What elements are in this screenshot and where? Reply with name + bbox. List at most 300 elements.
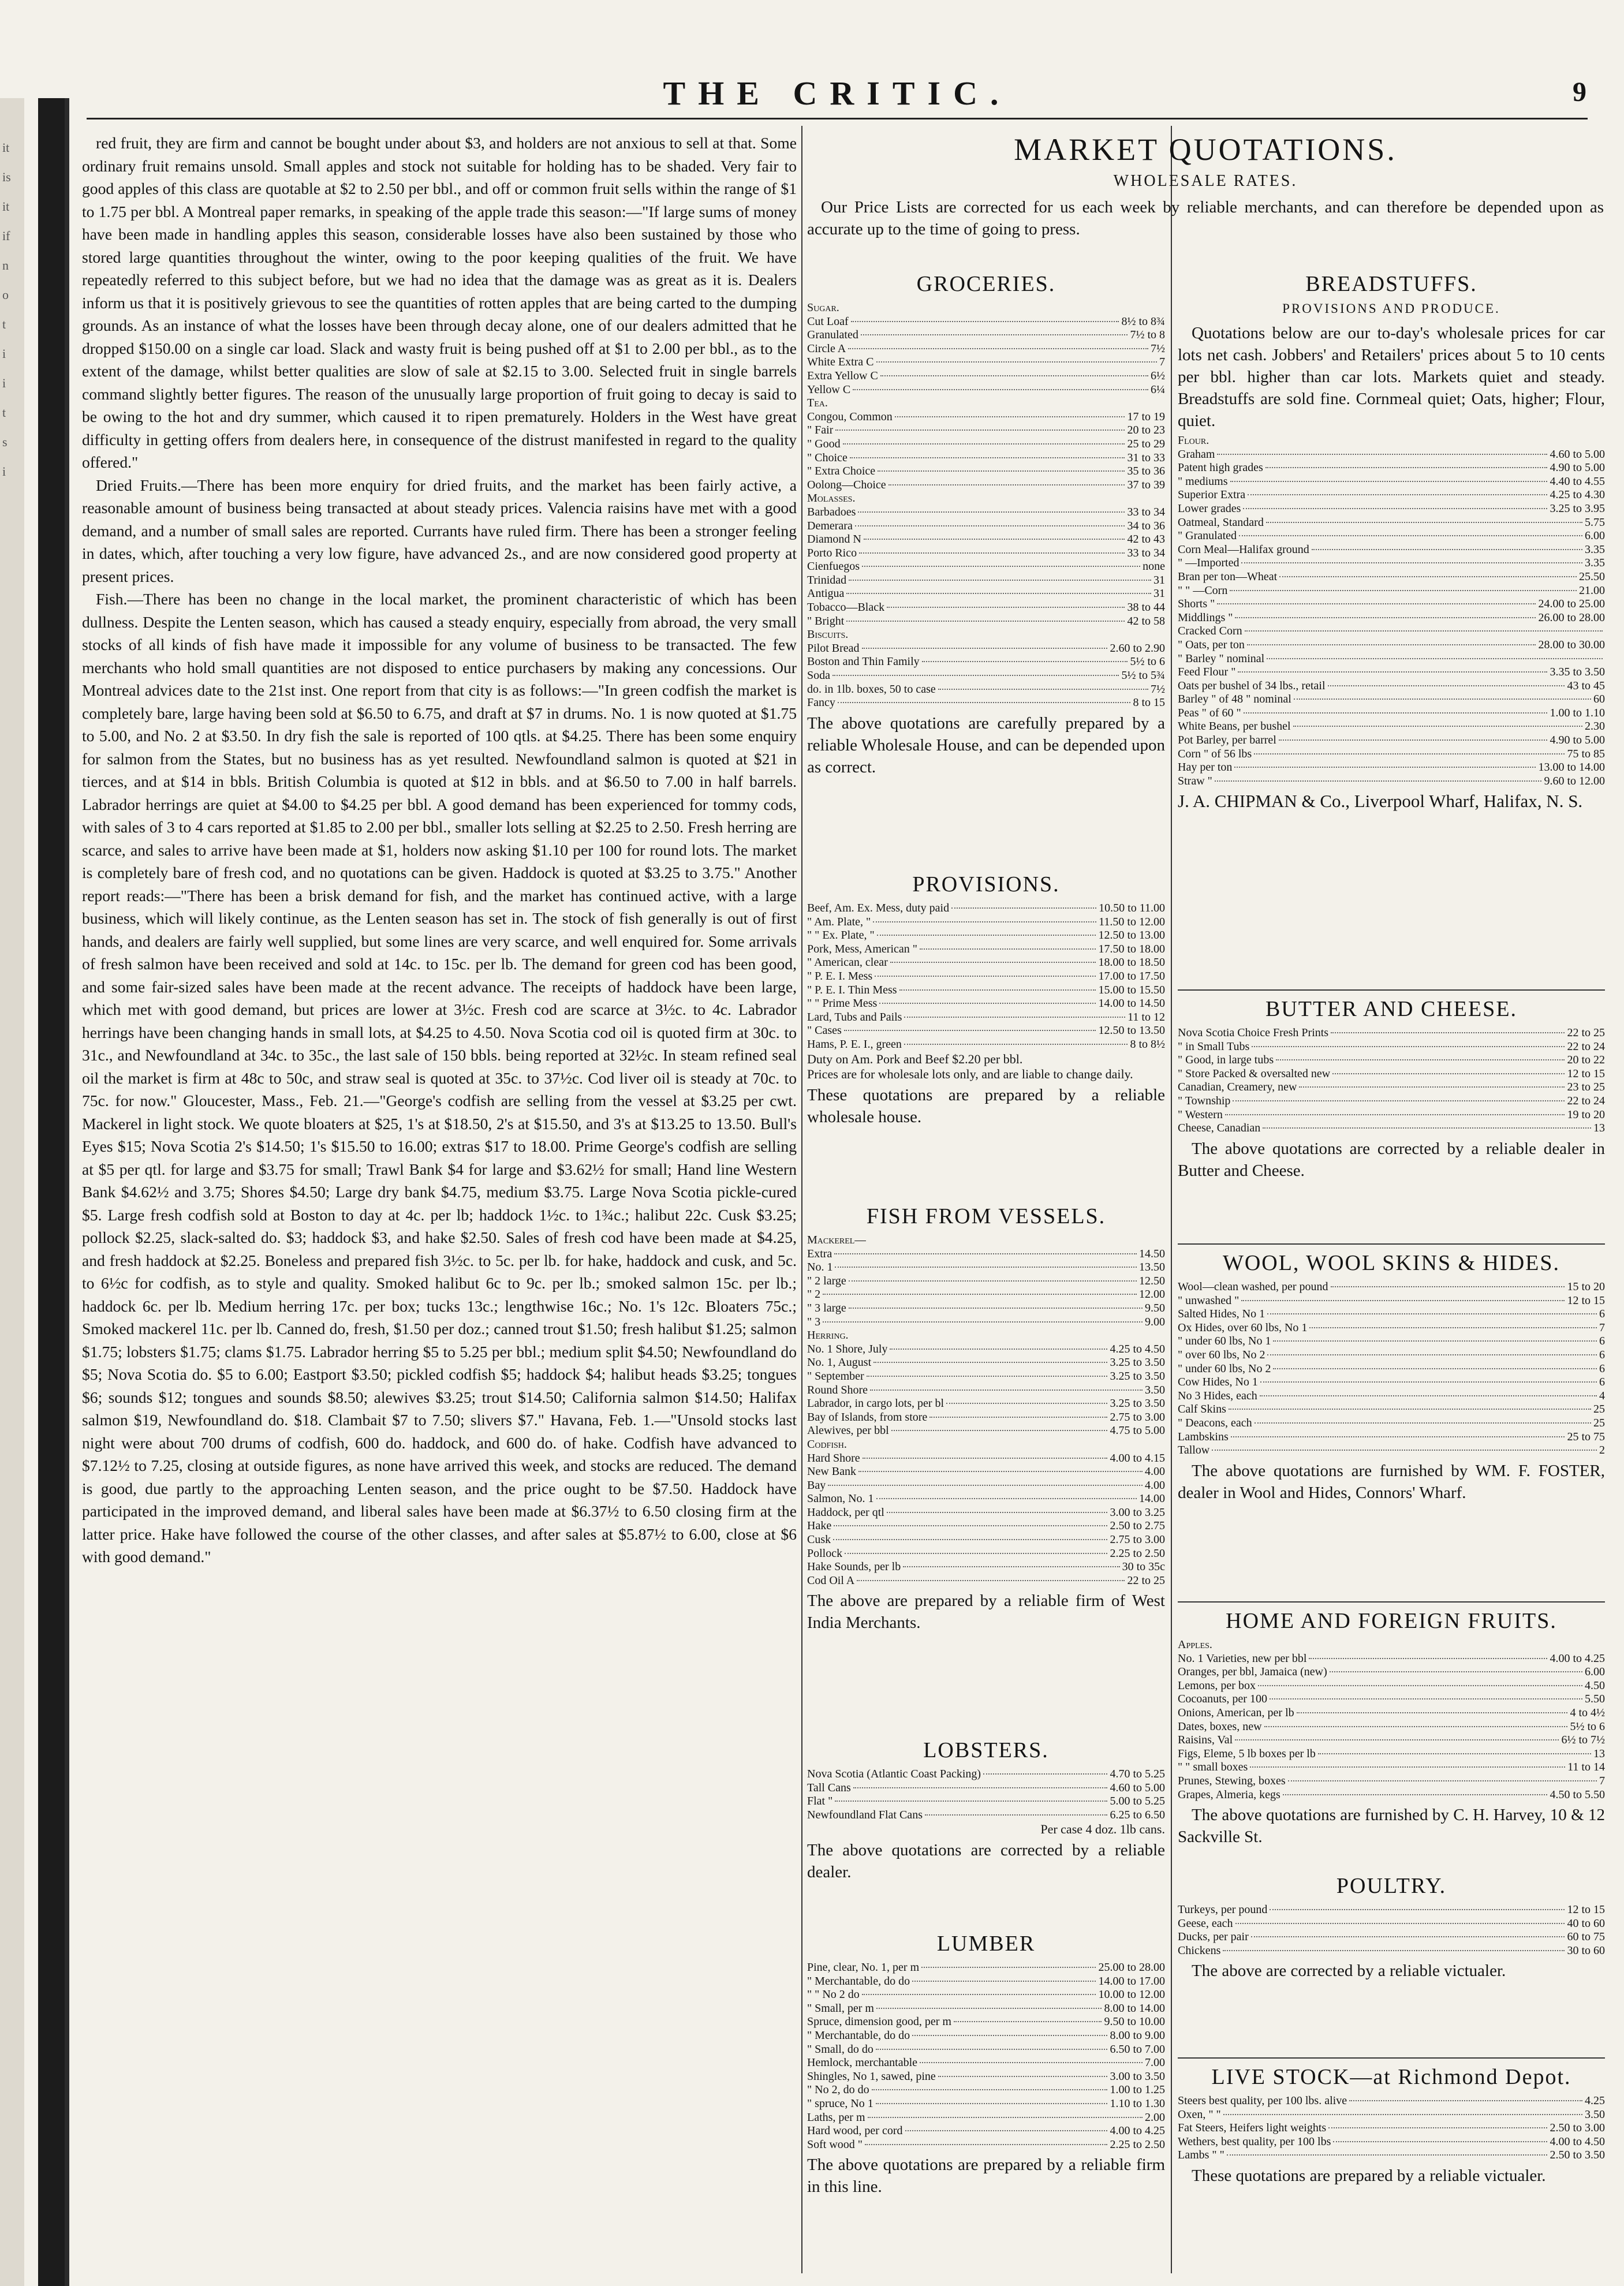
price-value: 25 <box>1593 1416 1605 1429</box>
price-value: 25 to 29 <box>1127 437 1165 450</box>
price-row <box>807 1024 1165 1038</box>
price-label: " Cases <box>807 1024 842 1037</box>
price-row <box>1178 1362 1605 1376</box>
price-label: Lower grades <box>1178 502 1241 515</box>
butter-table <box>1178 1026 1605 1135</box>
price-label: Wool—clean washed, per pound <box>1178 1280 1328 1293</box>
dot-leader <box>1265 467 1548 468</box>
price-label: Pine, clear, No. 1, per m <box>807 1961 920 1974</box>
breadstuffs-section <box>1178 271 1605 815</box>
price-value: 6.00 <box>1585 1665 1605 1679</box>
price-row <box>1178 448 1605 462</box>
price-label: Yellow C <box>807 383 851 396</box>
dot-leader <box>875 976 1096 977</box>
price-value: 4.25 to 4.30 <box>1550 488 1605 502</box>
price-value: 31 to 33 <box>1127 451 1165 464</box>
dot-leader <box>1248 494 1547 495</box>
price-row <box>1178 529 1605 543</box>
price-value: 3.25 to 3.50 <box>1110 1356 1165 1369</box>
price-label: Cienfuegos <box>807 560 860 573</box>
price-value: 2.60 to 2.90 <box>1110 641 1165 655</box>
dot-leader <box>844 1030 1096 1031</box>
price-label: Hake Sounds, per lb <box>807 1560 901 1574</box>
price-row <box>1178 1026 1605 1040</box>
price-row <box>1178 461 1605 475</box>
dot-leader <box>876 2049 1108 2050</box>
price-row <box>1178 679 1605 693</box>
price-label: Straw " <box>1178 774 1212 787</box>
price-label: Soft wood " <box>807 2138 863 2151</box>
dot-leader <box>876 1498 1137 1499</box>
price-value: 4.00 <box>1145 1465 1165 1478</box>
dot-leader <box>1266 522 1582 523</box>
lumber-note: The above quotations are prepared by a reliable firm in this line. <box>807 2156 1165 2197</box>
lumber-title: LUMBER <box>936 1932 1036 1956</box>
price-value: 33 to 34 <box>1127 505 1165 518</box>
price-row <box>1178 1054 1605 1067</box>
price-value: 4.00 to 4.25 <box>1110 2124 1165 2138</box>
price-row <box>807 2029 1165 2043</box>
page-header <box>87 74 1588 119</box>
price-label: Chickens <box>1178 1944 1221 1957</box>
price-label: No. 1 Varieties, new per bbl <box>1178 1652 1307 1665</box>
price-row <box>1178 1788 1605 1802</box>
dot-leader <box>1241 562 1582 563</box>
lumber-table <box>807 1961 1165 2151</box>
price-value: 5½ to 5¾ <box>1121 669 1165 682</box>
price-value: 7 <box>1159 356 1165 369</box>
price-row <box>807 1479 1165 1493</box>
price-value: 11.50 to 12.00 <box>1099 915 1165 928</box>
dot-leader <box>864 539 1125 540</box>
price-value: 26.00 to 28.00 <box>1538 611 1605 624</box>
price-value: 3.00 to 3.50 <box>1110 2070 1165 2083</box>
price-value: 3.50 <box>1145 1383 1165 1396</box>
price-label: Extra <box>807 1247 832 1260</box>
price-row <box>807 1547 1165 1561</box>
price-label: Lambskins <box>1178 1430 1229 1443</box>
price-row <box>807 328 1165 342</box>
price-label: Spruce, dimension good, per m <box>807 2015 951 2029</box>
price-row <box>1178 502 1605 516</box>
price-value: 4.90 to 5.00 <box>1550 461 1605 475</box>
price-label: " P. E. I. Thin Mess <box>807 983 897 996</box>
price-value: 2.75 to 3.00 <box>1110 1410 1165 1424</box>
price-row <box>807 669 1165 683</box>
price-row <box>807 587 1165 601</box>
price-value: 4.70 to 5.25 <box>1110 1768 1165 1780</box>
edge-mark: i <box>2 464 6 479</box>
dot-leader <box>1241 1300 1565 1301</box>
price-label: Cusk <box>807 1533 831 1547</box>
dot-leader <box>1331 1032 1565 1033</box>
price-value: 4.00 to 4.25 <box>1550 1652 1605 1665</box>
price-row <box>807 1329 1165 1343</box>
edge-mark: it <box>2 140 10 155</box>
dot-leader <box>1260 1395 1597 1396</box>
price-value: 14.50 <box>1139 1247 1165 1260</box>
price-value: 10.00 to 12.00 <box>1098 1988 1165 2001</box>
provisions-liable: Prices are for wholesale lots only, and are liable to change daily. <box>807 1066 1133 1081</box>
dot-leader <box>1330 1671 1582 1672</box>
price-value: 11 to 14 <box>1567 1761 1605 1774</box>
price-label: Laths, per m <box>807 2111 865 2124</box>
price-value: 7½ <box>1151 682 1165 696</box>
price-label: " Merchantable, do do <box>807 1974 910 1988</box>
butter-rule <box>1178 989 1605 991</box>
price-label: " Merchantable, do do <box>807 2029 910 2042</box>
price-value: 2.25 to 2.50 <box>1110 2138 1165 2151</box>
price-label: Cut Loaf <box>807 315 849 328</box>
dot-leader <box>1263 1127 1591 1129</box>
price-label: Molasses. <box>807 492 856 505</box>
price-label: " Deacons, each <box>1178 1416 1252 1429</box>
price-value: 7.00 <box>1145 2056 1165 2070</box>
price-row <box>1178 1652 1605 1666</box>
price-row <box>807 410 1165 424</box>
dot-leader <box>1270 1909 1565 1910</box>
price-label: Onions, American, per lb <box>1178 1706 1294 1719</box>
price-value: 43 to 45 <box>1567 679 1605 692</box>
dot-leader <box>905 2130 1108 2131</box>
dot-leader <box>835 1267 1137 1268</box>
price-row <box>1178 1944 1605 1958</box>
price-row <box>807 1452 1165 1466</box>
dot-leader <box>828 1485 1143 1486</box>
price-row <box>807 984 1165 998</box>
price-label: " Western <box>1178 1108 1223 1121</box>
dot-leader <box>853 389 1148 390</box>
price-label: Fancy <box>807 696 835 709</box>
price-row <box>1178 666 1605 679</box>
dot-leader <box>1247 644 1536 645</box>
price-label: Pork, Mess, American " <box>807 942 917 955</box>
lobsters-per-case: Per case 4 doz. 1lb cans. <box>1040 1822 1165 1837</box>
price-label: " Barley " nominal <box>1178 652 1265 665</box>
livestock-note: These quotations are prepared by a reliable victualer. <box>1192 2166 1546 2185</box>
dot-leader <box>922 661 1128 662</box>
price-value: 4.60 to 5.00 <box>1110 1781 1165 1794</box>
dot-leader <box>899 989 1096 991</box>
price-row <box>807 1988 1165 2002</box>
price-value: 2.50 to 3.00 <box>1550 2121 1605 2135</box>
price-row <box>807 1370 1165 1384</box>
price-row <box>1178 611 1605 625</box>
price-label: Oatmeal, Standard <box>1178 516 1264 529</box>
price-row <box>807 342 1165 356</box>
price-value: 2 <box>1599 1444 1605 1457</box>
price-value: 30 to 35c <box>1122 1560 1165 1574</box>
price-value: 18.00 to 18.50 <box>1098 956 1165 969</box>
price-row <box>807 1961 1165 1975</box>
price-value: 20 to 23 <box>1127 424 1165 437</box>
fish-title: FISH FROM VESSELS. <box>866 1204 1106 1228</box>
price-label: " " small boxes <box>1178 1761 1248 1774</box>
price-value: 3.25 to 3.50 <box>1110 1369 1165 1383</box>
price-row <box>807 1343 1165 1357</box>
price-row <box>807 1234 1165 1247</box>
breadstuffs-dealer: J. A. CHIPMAN & Co., Liverpool Wharf, Halifax, N. S. <box>1178 791 1583 812</box>
edge-mark: t <box>2 405 6 420</box>
price-value: 6½ <box>1151 369 1165 382</box>
price-label: " Choice <box>807 451 848 464</box>
price-row <box>807 683 1165 697</box>
price-value: 4 <box>1599 1389 1605 1402</box>
price-label: Barbadoes <box>807 505 856 518</box>
price-value: 14.00 to 14.50 <box>1098 997 1165 1010</box>
poultry-section <box>1178 1873 1605 1984</box>
price-label: Oats per bushel of 34 lbs., retail <box>1178 679 1326 692</box>
dot-leader <box>859 552 1125 554</box>
dot-leader <box>1223 1950 1565 1951</box>
price-value: 2.75 to 3.00 <box>1110 1533 1165 1547</box>
price-label: " in Small Tubs <box>1178 1040 1250 1053</box>
price-label: No. 1 <box>807 1261 833 1274</box>
dot-leader <box>887 1512 1108 1513</box>
price-value: 4.25 <box>1585 2094 1605 2107</box>
price-row <box>807 438 1165 451</box>
price-value: 6¼ <box>1151 383 1165 396</box>
price-value: 6 <box>1599 1308 1605 1321</box>
price-row <box>807 2070 1165 2084</box>
price-value: 20 to 22 <box>1567 1054 1605 1067</box>
price-value: 22 to 24 <box>1567 1040 1605 1053</box>
price-label: Extra Yellow C <box>807 369 878 382</box>
dot-leader <box>912 2035 1107 2036</box>
dot-leader <box>1245 630 1603 632</box>
price-row <box>1178 1775 1605 1788</box>
price-value: none <box>1143 560 1165 573</box>
dot-leader <box>823 1294 1137 1295</box>
price-row <box>807 655 1165 669</box>
price-label: Pollock <box>807 1547 843 1560</box>
dot-leader <box>1252 1046 1565 1047</box>
price-row <box>807 1424 1165 1438</box>
poultry-table <box>1178 1903 1605 1958</box>
price-row <box>1178 1040 1605 1054</box>
dot-leader <box>954 2021 1102 2022</box>
price-label: " under 60 lbs, No 1 <box>1178 1335 1271 1348</box>
price-row <box>807 1261 1165 1275</box>
price-label: Oranges, per bbl, Jamaica (new) <box>1178 1665 1327 1679</box>
price-row <box>1178 2121 1605 2135</box>
dot-leader <box>1309 1658 1547 1659</box>
market-subtitle: WHOLESALE RATES. <box>1113 172 1298 190</box>
dot-leader <box>878 470 1125 472</box>
edge-mark: i <box>2 346 6 361</box>
price-row <box>807 397 1165 410</box>
price-row <box>807 1011 1165 1025</box>
price-value: 75 to 85 <box>1567 747 1605 760</box>
dot-leader <box>833 1539 1107 1540</box>
price-label: Flour. <box>1178 434 1209 447</box>
price-label: " American, clear <box>807 956 888 969</box>
price-value: 37 to 39 <box>1127 478 1165 491</box>
price-label: " —Imported <box>1178 556 1240 570</box>
price-row <box>807 547 1165 561</box>
dot-leader <box>849 580 1151 581</box>
breadstuffs-intro: Quotations below are our to-day's wholesale prices for car lots net cash. Jobbers' and Retailers' prices about 5 to 10 cents per bbl. higher than car lots. Markets quiet and steady. Breadstuffs are sold fine. Cornmeal quiet; Oats, higher; Flour, quiet. <box>1178 324 1605 430</box>
wool-table <box>1178 1280 1605 1458</box>
dot-leader <box>850 457 1125 458</box>
price-value: 60 <box>1593 693 1605 706</box>
price-value: 4 to 4½ <box>1570 1706 1605 1719</box>
price-label: Biscuits. <box>807 628 849 641</box>
price-row <box>1178 2108 1605 2122</box>
groceries-title: GROCERIES. <box>916 272 1056 296</box>
price-row <box>807 1465 1165 1479</box>
price-row <box>1178 1444 1605 1458</box>
price-label: Prunes, Stewing, boxes <box>1178 1774 1286 1787</box>
price-row <box>807 479 1165 492</box>
price-value: 6.25 to 6.50 <box>1110 1808 1165 1821</box>
price-label: Peas " of 60 " <box>1178 706 1241 719</box>
price-label: Trinidad <box>807 573 847 587</box>
dot-leader <box>1299 1086 1565 1088</box>
provisions-table <box>807 902 1165 1052</box>
dot-leader <box>867 1376 1108 1377</box>
dot-leader <box>1215 780 1542 782</box>
price-row <box>807 356 1165 369</box>
price-value: 13 <box>1593 1747 1605 1760</box>
price-label: " mediums <box>1178 475 1228 488</box>
price-row <box>807 2124 1165 2138</box>
left-column-article <box>82 132 797 1568</box>
dot-leader <box>861 334 1128 335</box>
dot-leader <box>876 2008 1102 2009</box>
dot-leader <box>1234 767 1536 768</box>
wool-rule <box>1178 1243 1605 1245</box>
price-row <box>807 943 1165 957</box>
dot-leader <box>880 375 1148 376</box>
price-row <box>1178 625 1605 638</box>
market-title: MARKET QUOTATIONS. <box>1014 132 1397 167</box>
dot-leader <box>843 443 1125 444</box>
butter-title: BUTTER AND CHEESE. <box>1265 997 1518 1021</box>
price-value: 12.50 to 13.50 <box>1098 1024 1165 1037</box>
price-label: Alewives, per bbl <box>807 1424 889 1437</box>
price-row <box>1178 1430 1605 1444</box>
price-value: 40 to 60 <box>1567 1917 1605 1930</box>
dot-leader <box>1273 1368 1597 1369</box>
price-value: 4.00 to 4.50 <box>1550 2135 1605 2148</box>
price-label: Superior Extra <box>1178 488 1246 502</box>
price-label: " " Ex. Plate, " <box>807 929 875 942</box>
price-row <box>807 533 1165 547</box>
dot-leader <box>848 348 1148 349</box>
dot-leader <box>1260 1381 1597 1383</box>
price-value: 5.00 to 5.25 <box>1110 1795 1165 1808</box>
price-row <box>807 1809 1165 1822</box>
price-label: Granulated <box>807 328 858 342</box>
price-row <box>1178 1417 1605 1430</box>
dot-leader <box>1270 1698 1582 1699</box>
price-label: " spruce, No 1 <box>807 2097 873 2110</box>
dot-leader <box>1258 1685 1582 1686</box>
dot-leader <box>1227 2154 1548 2156</box>
price-row <box>1178 1930 1605 1944</box>
price-row <box>807 1384 1165 1398</box>
poultry-title: POULTRY. <box>1336 1874 1447 1898</box>
price-row <box>1178 1903 1605 1917</box>
fruits-rule <box>1178 1601 1605 1603</box>
wool-note: The above quotations are furnished by WM. F. FOSTER, dealer in Wool and Hides, Connors' Wharf. <box>1178 1461 1605 1502</box>
price-label: Shorts " <box>1178 597 1215 611</box>
price-label: Raisins, Val <box>1178 1734 1233 1747</box>
price-label: Turkeys, per pound <box>1178 1903 1268 1916</box>
price-value: 2.50 to 3.50 <box>1550 2149 1605 2162</box>
dot-leader <box>1254 753 1565 754</box>
price-value: 14.00 to 17.00 <box>1098 1974 1165 1988</box>
price-label: Dates, boxes, new <box>1178 1720 1262 1733</box>
price-label: Mackerel— <box>807 1234 867 1246</box>
price-row <box>1178 652 1605 666</box>
price-label: Beef, Am. Ex. Mess, duty paid <box>807 902 950 914</box>
price-label: Graham <box>1178 447 1215 461</box>
price-label: " Bright <box>807 614 845 627</box>
price-value: 13.00 to 14.00 <box>1538 761 1605 774</box>
dot-leader <box>1332 1073 1565 1074</box>
price-value: 15 to 20 <box>1567 1280 1605 1293</box>
dot-leader <box>845 1553 1107 1554</box>
price-row <box>1178 556 1605 570</box>
butter-section <box>1178 981 1605 1184</box>
price-value: 21.00 <box>1579 584 1605 597</box>
price-value: 6.00 <box>1585 529 1605 543</box>
dot-leader <box>983 1773 1107 1775</box>
price-label: New Bank <box>807 1465 856 1478</box>
price-label: Circle A <box>807 342 846 355</box>
column-rule-right <box>1171 126 1172 2273</box>
dot-leader <box>862 566 1140 567</box>
dot-leader <box>1223 2114 1582 2115</box>
price-value: 15.00 to 15.50 <box>1098 983 1165 996</box>
price-row <box>807 1356 1165 1370</box>
price-row <box>807 1038 1165 1052</box>
price-row <box>1178 638 1605 652</box>
price-value: 8 to 15 <box>1133 696 1165 709</box>
dot-leader <box>1267 658 1603 659</box>
price-value: 2.50 to 2.75 <box>1110 1519 1165 1533</box>
dot-leader <box>862 648 1108 649</box>
dot-leader <box>1331 1286 1565 1287</box>
price-label: Porto Rico <box>807 546 857 559</box>
dot-leader <box>891 1430 1108 1431</box>
price-value: 5.50 <box>1585 1693 1605 1706</box>
dot-leader <box>904 1044 1128 1045</box>
dot-leader <box>887 607 1125 608</box>
edge-mark: it <box>2 199 10 214</box>
price-value: 2.00 <box>1145 2111 1165 2124</box>
fish-note: The above are prepared by a reliable firm of West India Merchants. <box>807 1592 1165 1633</box>
dot-leader <box>1251 1936 1565 1937</box>
price-label: Apples. <box>1178 1638 1212 1651</box>
edge-mark: s <box>2 435 8 449</box>
price-label: Nova Scotia Choice Fresh Prints <box>1178 1026 1329 1039</box>
price-row <box>1178 2094 1605 2108</box>
price-value: 1.10 to 1.30 <box>1110 2097 1165 2110</box>
price-value: 6 <box>1599 1335 1605 1348</box>
price-row <box>1178 1761 1605 1775</box>
column-rule-left <box>801 126 802 2273</box>
price-row <box>1178 720 1605 734</box>
dot-leader <box>855 525 1125 526</box>
price-row <box>807 301 1165 315</box>
price-row <box>807 2043 1165 2057</box>
price-row <box>1178 1349 1605 1362</box>
price-row <box>1178 707 1605 720</box>
price-value: 12.00 <box>1139 1288 1165 1301</box>
